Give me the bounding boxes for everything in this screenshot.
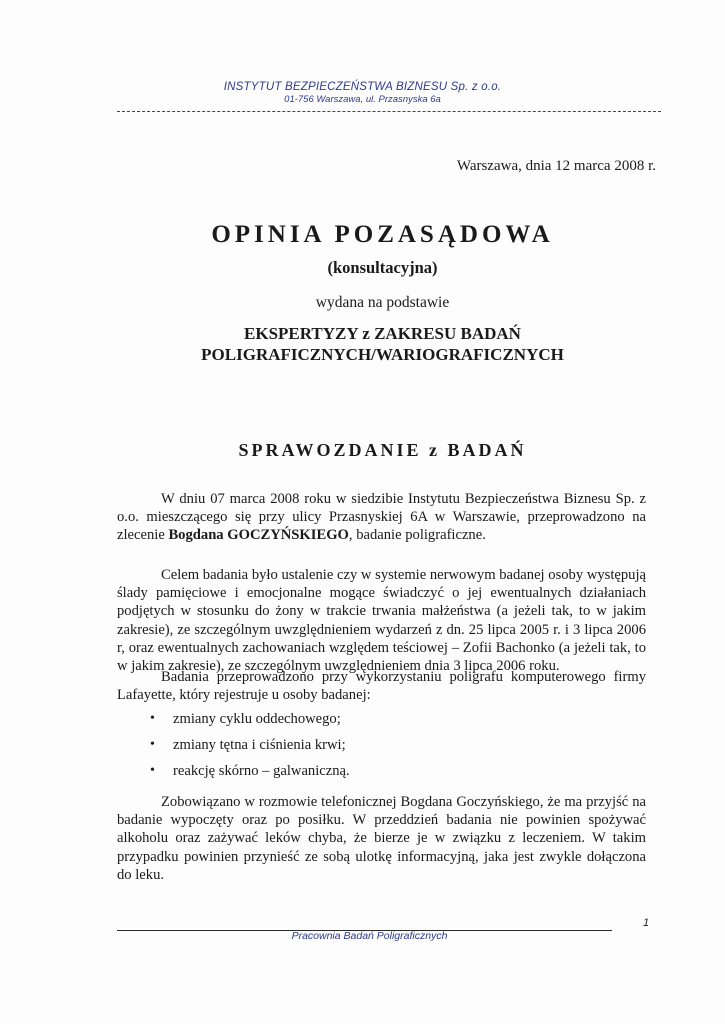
list-item-text: zmiany cyklu oddechowego; bbox=[173, 711, 341, 727]
footer-text: Pracownia Badań Poligraficznych bbox=[291, 930, 448, 942]
paragraph-method: Badania przeprowadzono przy wykorzystaniu poligrafu komputerowego firmy Lafayette, który rejestruje u osoby badanej: bbox=[117, 669, 646, 704]
page-number: 1 bbox=[643, 917, 650, 929]
bullet-icon: • bbox=[150, 737, 155, 752]
document-title: OPINIA POZASĄDOWA bbox=[211, 221, 554, 248]
paragraph-instructions: Zobowiązano w rozmowie telefonicznej Bogdana Goczyńskiego, że ma przyjść na badanie wypoczęty oraz po posiłku. W przeddzień badania nie powinien spożywać alkoholu oraz zażywać leków chyba, że bierze je w związku z leczeniem. W takim przypadku powinien przynieść ze sobą ulotkę informacyjną, jaka jest zwykle dołączona do leku. bbox=[117, 794, 646, 883]
document-subtitle: (konsultacyjna) bbox=[327, 258, 438, 277]
list-item-text: reakcję skórno – galwaniczną. bbox=[173, 763, 350, 779]
expertise-heading-line1: EKSPERTYZY z ZAKRESU BADAŃ bbox=[244, 324, 521, 343]
report-heading: SPRAWOZDANIE z BADAŃ bbox=[238, 440, 527, 460]
list-item bbox=[117, 736, 617, 762]
measured-effects-list bbox=[117, 710, 617, 788]
list-item bbox=[117, 762, 617, 788]
list-item bbox=[117, 710, 617, 736]
expertise-heading-line2: POLIGRAFICZNYCH/WARIOGRAFICZNYCH bbox=[201, 345, 564, 364]
based-on-line: wydana na podstawie bbox=[315, 294, 450, 311]
bullet-icon: • bbox=[150, 711, 155, 726]
letterhead bbox=[0, 80, 725, 106]
letterhead-divider bbox=[117, 111, 661, 112]
letterhead-address: 01-756 Warszawa, ul. Przasnyska 6a bbox=[284, 94, 441, 105]
paragraph-intro bbox=[117, 490, 646, 545]
date-line: Warszawa, dnia 12 marca 2008 r. bbox=[456, 158, 656, 174]
letterhead-organization: INSTYTUT BEZPIECZEŃSTWA BIZNESU Sp. z o.o. bbox=[223, 81, 502, 93]
list-item-text: zmiany tętna i ciśnienia krwi; bbox=[173, 737, 346, 753]
paragraph-intro-end: , badanie poligraficzne. bbox=[348, 527, 486, 544]
bullet-icon: • bbox=[150, 763, 155, 778]
expertise-heading bbox=[0, 323, 725, 365]
paragraph-intro-text: W dniu 07 marca 2008 roku w siedzibie Instytutu Bezpieczeństwa Biznesu Sp. z o.o. mieszczącego się przy ulicy Przasnyskiej 6A w Warszawie, przeprowadzono na zlecenie bbox=[117, 491, 646, 544]
paragraph-purpose: Celem badania było ustalenie czy w systemie nerwowym badanej osoby występują ślady pamięciowe i emocjonalne mogące świadczyć o jej ewentualnych działaniach podjętych w stosunku do żony w trakcie trwania małżeństwa (a jeżeli tak, to w jakim zakresie), ze szczególnym uwzględnieniem wydarzeń z dn. 25 lipca 2005 r. i 3 lipca 2006 r, oraz ewentualnych zachowaniach względem teściowej – Zofii Bachonko (a jeżeli tak, to w jakim zakresie), ze szczególnym uwzględnieniem dnia 3 lipca 2006 roku. bbox=[117, 567, 646, 675]
client-name: Bogdana GOCZYŃSKIEGO bbox=[168, 527, 349, 544]
